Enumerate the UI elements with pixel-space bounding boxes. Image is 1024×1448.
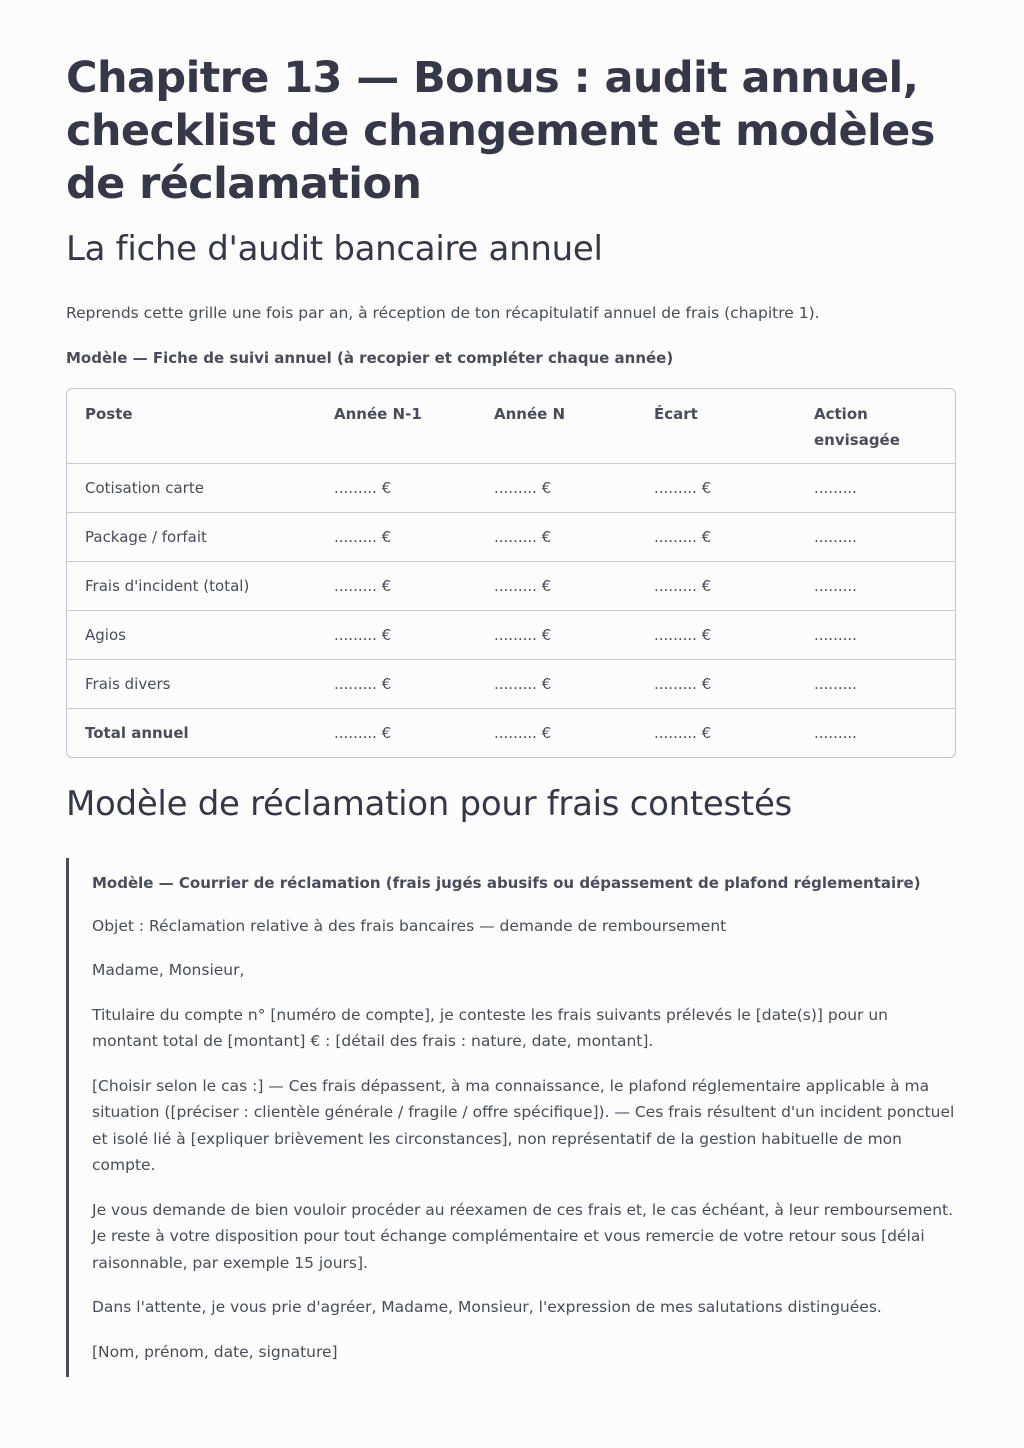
row-label: Cotisation carte	[67, 464, 316, 513]
claim-letter-paragraph: Je vous demande de bien vouloir procéder au réexamen de ces frais et, le cas échéant, à leur remboursement. Je reste à votre disposition pour tout échange complémentaire et vous remercie de votre retour sous [délai raisonnable, par exemple 15 jours].	[92, 1200, 954, 1272]
cell-ecart: ......... €	[636, 562, 796, 611]
cell-annee-n-1: ......... €	[316, 562, 476, 611]
cell-ecart: ......... €	[636, 660, 796, 709]
table-header-row	[67, 389, 955, 464]
cell-annee-n-1: ......... €	[316, 513, 476, 562]
cell-action: .........	[796, 562, 955, 611]
column-header-action: Action envisagée	[814, 405, 900, 449]
claim-section-heading: Modèle de réclamation pour frais contestés	[66, 784, 792, 824]
cell-action: .........	[796, 660, 955, 709]
row-label: Frais divers	[67, 660, 316, 709]
audit-table-container	[66, 388, 956, 758]
claim-letter-subject: Objet : Réclamation relative à des frais bancaires — demande de remboursement	[92, 916, 727, 935]
table-row-total	[67, 709, 955, 758]
audit-intro: Reprends cette grille une fois par an, à réception de ton récapitulatif annuel de frais (chapitre 1).	[66, 304, 820, 322]
audit-table-caption: Modèle — Fiche de suivi annuel (à recopier et compléter chaque année)	[66, 349, 674, 367]
row-label: Package / forfait	[67, 513, 316, 562]
table-row	[67, 562, 955, 611]
cell-annee-n: ......... €	[476, 464, 636, 513]
cell-action: .........	[796, 709, 955, 758]
claim-letter-paragraph: [Choisir selon le cas :] — Ces frais dépassent, à ma connaissance, le plafond réglementaire applicable à ma situation ([préciser : clientèle générale / fragile / offre spécifique]). — Ces frais résultent d'un incident ponctuel et isolé lié à [expliquer brièvement les circonstances], non représentatif de la gestion habituelle de mon compte.	[92, 1076, 955, 1174]
cell-annee-n-1: ......... €	[316, 660, 476, 709]
cell-annee-n: ......... €	[476, 709, 636, 758]
claim-letter-caption: Modèle — Courrier de réclamation (frais jugés abusifs ou dépassement de plafond réglementaire)	[92, 874, 921, 892]
cell-action: .........	[796, 513, 955, 562]
claim-letter-closing: Dans l'attente, je vous prie d'agréer, Madame, Monsieur, l'expression de mes salutations distinguées.	[92, 1298, 882, 1316]
cell-ecart: ......... €	[636, 709, 796, 758]
column-header-annee-n: Année N	[494, 405, 566, 423]
chapter-title: Chapitre 13 — Bonus : audit annuel, checklist de changement et modèles de réclamation	[66, 53, 935, 209]
row-label: Frais d'incident (total)	[67, 562, 316, 611]
audit-table	[67, 389, 955, 757]
table-row	[67, 660, 955, 709]
cell-action: .........	[796, 611, 955, 660]
cell-annee-n-1: ......... €	[316, 709, 476, 758]
table-row	[67, 611, 955, 660]
claim-letter-signature: [Nom, prénom, date, signature]	[92, 1342, 338, 1361]
cell-annee-n-1: ......... €	[316, 611, 476, 660]
cell-annee-n: ......... €	[476, 611, 636, 660]
claim-letter-paragraph: Titulaire du compte n° [numéro de compte], je conteste les frais suivants prélevés le [date(s)] pour un montant total de [montant] € : [détail des frais : nature, date, montant].	[92, 1005, 888, 1050]
column-header-poste: Poste	[85, 405, 133, 423]
table-row	[67, 464, 955, 513]
cell-ecart: ......... €	[636, 611, 796, 660]
column-header-ecart: Écart	[654, 405, 698, 423]
table-row	[67, 513, 955, 562]
cell-ecart: ......... €	[636, 513, 796, 562]
claim-letter-template	[66, 858, 956, 1377]
row-label: Agios	[67, 611, 316, 660]
audit-section-heading: La fiche d'audit bancaire annuel	[66, 229, 603, 269]
column-header-annee-n-1: Année N-1	[334, 405, 422, 423]
cell-annee-n: ......... €	[476, 562, 636, 611]
cell-ecart: ......... €	[636, 464, 796, 513]
cell-action: .........	[796, 464, 955, 513]
cell-annee-n: ......... €	[476, 513, 636, 562]
cell-annee-n-1: ......... €	[316, 464, 476, 513]
row-label-total: Total annuel	[67, 709, 316, 758]
cell-annee-n: ......... €	[476, 660, 636, 709]
claim-letter-salutation: Madame, Monsieur,	[92, 961, 245, 979]
